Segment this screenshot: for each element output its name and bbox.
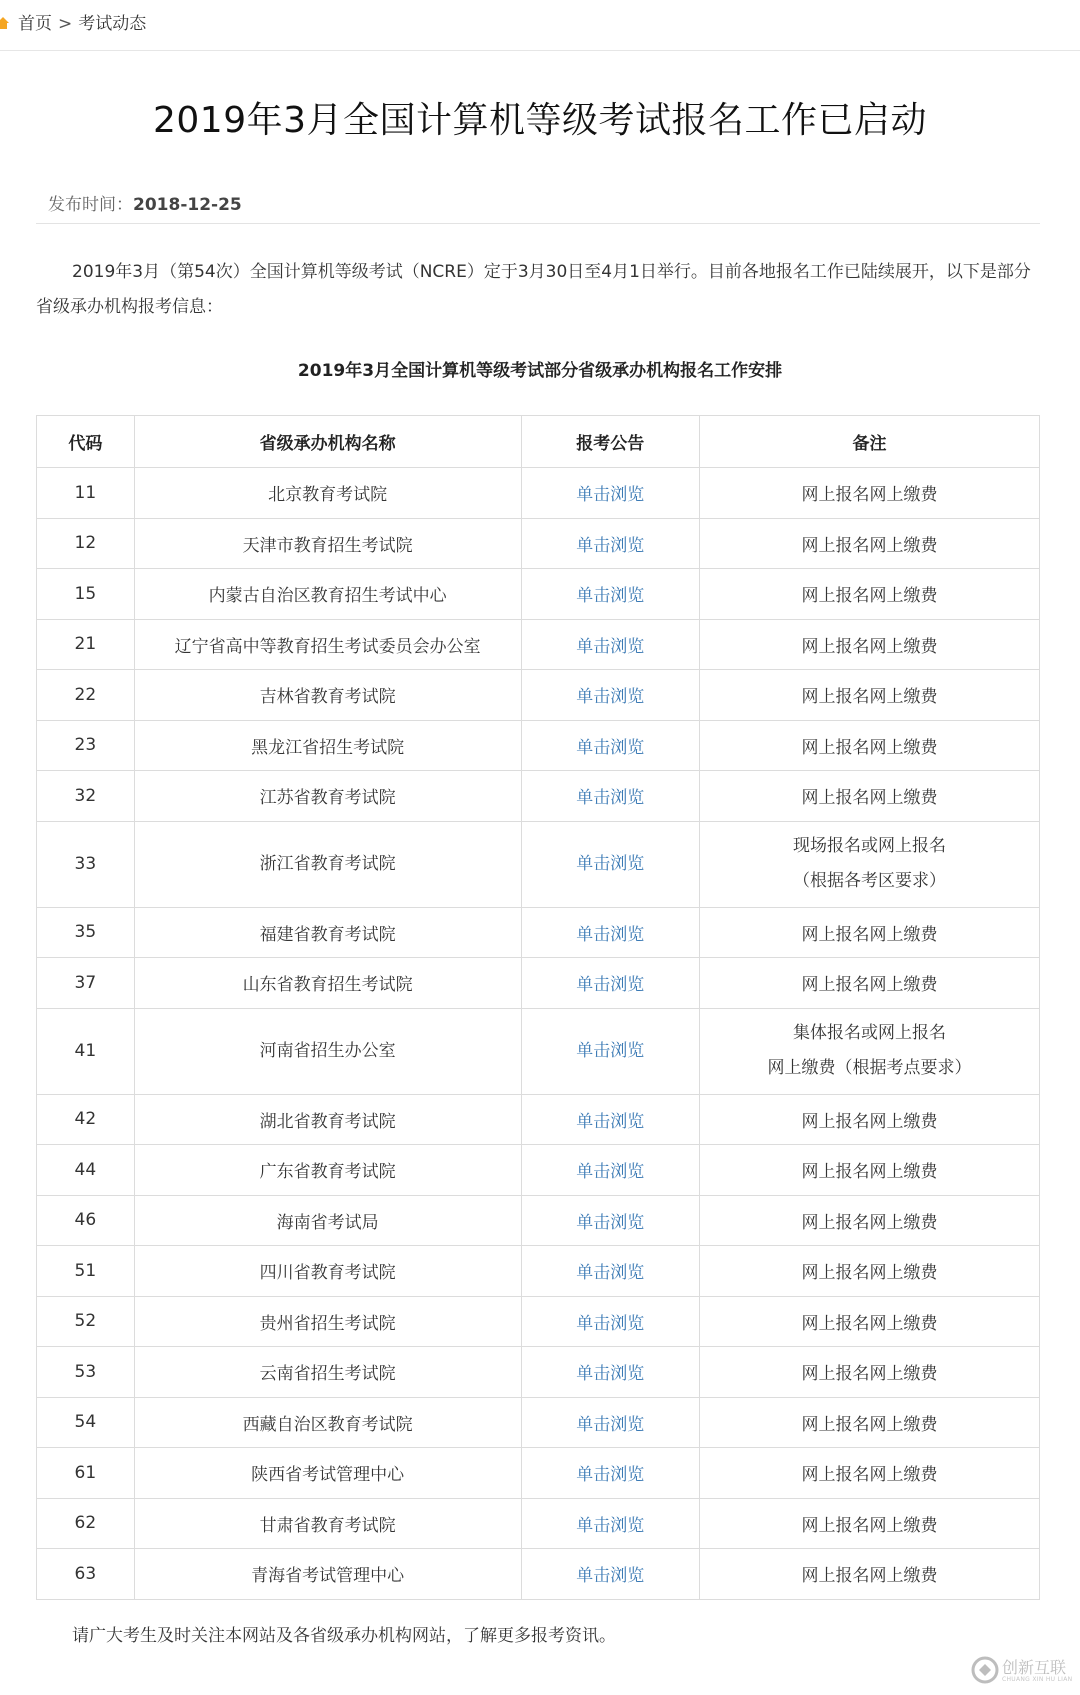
table-row bbox=[37, 720, 1040, 771]
cell-remarks bbox=[700, 1145, 1040, 1196]
publish-label: 发布时间： bbox=[48, 195, 133, 215]
table-row bbox=[37, 1246, 1040, 1297]
cell-institution: 贵州省招生考试院 bbox=[134, 1296, 521, 1347]
cell-code: 33 bbox=[37, 821, 135, 907]
cell-code: 54 bbox=[37, 1397, 135, 1448]
view-notice-link[interactable]: 单击浏览 bbox=[576, 1212, 645, 1233]
table-row bbox=[37, 1498, 1040, 1549]
view-notice-link[interactable]: 单击浏览 bbox=[576, 853, 645, 874]
cell-code: 32 bbox=[37, 771, 135, 822]
cell-remarks bbox=[700, 958, 1040, 1009]
table-row bbox=[37, 619, 1040, 670]
breadcrumb-exam-news-link[interactable]: 考试动态 bbox=[78, 14, 147, 34]
remark-line: 网上报名网上缴费 bbox=[801, 1515, 938, 1536]
cell-notice bbox=[521, 1094, 699, 1145]
table-row bbox=[37, 1397, 1040, 1448]
cell-remarks bbox=[700, 821, 1040, 907]
remark-line: 网上报名网上缴费 bbox=[801, 1364, 938, 1385]
cell-notice bbox=[521, 771, 699, 822]
cell-institution: 云南省招生考试院 bbox=[134, 1347, 521, 1398]
watermark bbox=[968, 1649, 1078, 1691]
header-remarks: 备注 bbox=[700, 416, 1040, 468]
cell-remarks bbox=[700, 1195, 1040, 1246]
cell-code: 15 bbox=[37, 569, 135, 620]
cell-institution: 江苏省教育考试院 bbox=[134, 771, 521, 822]
cell-remarks bbox=[700, 1094, 1040, 1145]
view-notice-link[interactable]: 单击浏览 bbox=[576, 788, 645, 809]
table-row bbox=[37, 821, 1040, 907]
cell-code: 52 bbox=[37, 1296, 135, 1347]
cell-remarks bbox=[700, 518, 1040, 569]
cell-institution: 吉林省教育考试院 bbox=[134, 670, 521, 721]
table-row bbox=[37, 958, 1040, 1009]
remark-line: 现场报名或网上报名 bbox=[793, 836, 946, 856]
view-notice-link[interactable]: 单击浏览 bbox=[576, 1566, 645, 1587]
cell-notice bbox=[521, 569, 699, 620]
watermark-subtext: CHUANG XIN HU LIAN bbox=[1002, 1676, 1073, 1683]
remark-line: 网上缴费（根据考点要求） bbox=[767, 1058, 972, 1078]
home-icon bbox=[0, 16, 10, 30]
view-notice-link[interactable]: 单击浏览 bbox=[576, 687, 645, 708]
view-notice-link[interactable]: 单击浏览 bbox=[576, 535, 645, 556]
cell-code: 44 bbox=[37, 1145, 135, 1196]
cell-institution: 福建省教育考试院 bbox=[134, 907, 521, 958]
cell-code: 35 bbox=[37, 907, 135, 958]
cell-notice bbox=[521, 1448, 699, 1499]
view-notice-link[interactable]: 单击浏览 bbox=[576, 924, 645, 945]
breadcrumb bbox=[0, 0, 1080, 51]
view-notice-link[interactable]: 单击浏览 bbox=[576, 975, 645, 996]
remark-line: 网上报名网上缴费 bbox=[801, 737, 938, 758]
cell-notice bbox=[521, 907, 699, 958]
cell-code: 23 bbox=[37, 720, 135, 771]
cell-remarks bbox=[700, 619, 1040, 670]
cell-notice bbox=[521, 1498, 699, 1549]
cell-remarks bbox=[700, 1347, 1040, 1398]
breadcrumb-home-link[interactable]: 首页 bbox=[18, 14, 52, 34]
table-row bbox=[37, 1448, 1040, 1499]
cell-remarks bbox=[700, 1397, 1040, 1448]
cell-remarks bbox=[700, 1008, 1040, 1094]
remark-line: 网上报名网上缴费 bbox=[801, 1465, 938, 1486]
cell-notice bbox=[521, 1296, 699, 1347]
cell-institution: 河南省招生办公室 bbox=[134, 1008, 521, 1094]
view-notice-link[interactable]: 单击浏览 bbox=[576, 1515, 645, 1536]
cell-institution: 北京教育考试院 bbox=[134, 468, 521, 519]
table-header-row bbox=[37, 416, 1040, 468]
cell-notice bbox=[521, 468, 699, 519]
cell-code: 12 bbox=[37, 518, 135, 569]
cell-notice bbox=[521, 1195, 699, 1246]
watermark-logo-icon bbox=[970, 1655, 1000, 1685]
table-row bbox=[37, 1296, 1040, 1347]
header-institution: 省级承办机构名称 bbox=[134, 416, 521, 468]
view-notice-link[interactable]: 单击浏览 bbox=[576, 1111, 645, 1132]
registration-table bbox=[36, 415, 1040, 1600]
cell-code: 61 bbox=[37, 1448, 135, 1499]
view-notice-link[interactable]: 单击浏览 bbox=[576, 485, 645, 506]
remark-line: 网上报名网上缴费 bbox=[801, 485, 938, 506]
page-title: 2019年3月全国计算机等级考试报名工作已启动 bbox=[152, 100, 928, 141]
view-notice-link[interactable]: 单击浏览 bbox=[576, 1414, 645, 1435]
cell-remarks bbox=[700, 907, 1040, 958]
view-notice-link[interactable]: 单击浏览 bbox=[576, 737, 645, 758]
table-row bbox=[37, 1347, 1040, 1398]
cell-institution: 海南省考试局 bbox=[134, 1195, 521, 1246]
cell-institution: 青海省考试管理中心 bbox=[134, 1549, 521, 1600]
cell-code: 42 bbox=[37, 1094, 135, 1145]
table-title: 2019年3月全国计算机等级考试部分省级承办机构报名工作安排 bbox=[297, 361, 783, 381]
breadcrumb-separator: > bbox=[58, 14, 73, 34]
cell-code: 21 bbox=[37, 619, 135, 670]
meta-divider bbox=[36, 223, 1040, 224]
cell-notice bbox=[521, 1145, 699, 1196]
remark-line: （根据各考区要求） bbox=[793, 871, 946, 891]
remark-line: 网上报名网上缴费 bbox=[801, 1111, 938, 1132]
remark-line: 网上报名网上缴费 bbox=[801, 1212, 938, 1233]
cell-notice bbox=[521, 619, 699, 670]
cell-institution: 内蒙古自治区教育招生考试中心 bbox=[134, 569, 521, 620]
cell-institution: 甘肃省教育考试院 bbox=[134, 1498, 521, 1549]
cell-remarks bbox=[700, 1549, 1040, 1600]
table-row bbox=[37, 1549, 1040, 1600]
cell-remarks bbox=[700, 1498, 1040, 1549]
table-row bbox=[37, 518, 1040, 569]
remark-line: 网上报名网上缴费 bbox=[801, 687, 938, 708]
view-notice-link[interactable]: 单击浏览 bbox=[576, 1313, 645, 1334]
remark-line: 网上报名网上缴费 bbox=[801, 636, 938, 657]
remark-line: 网上报名网上缴费 bbox=[801, 788, 938, 809]
cell-remarks bbox=[700, 670, 1040, 721]
cell-institution: 浙江省教育考试院 bbox=[134, 821, 521, 907]
table-row bbox=[37, 569, 1040, 620]
table-row bbox=[37, 771, 1040, 822]
cell-institution: 广东省教育考试院 bbox=[134, 1145, 521, 1196]
table-row bbox=[37, 468, 1040, 519]
cell-notice bbox=[521, 1549, 699, 1600]
cell-remarks bbox=[700, 1296, 1040, 1347]
remark-line: 网上报名网上缴费 bbox=[801, 1313, 938, 1334]
remark-line: 网上报名网上缴费 bbox=[801, 1162, 938, 1183]
cell-notice bbox=[521, 1347, 699, 1398]
cell-notice bbox=[521, 1008, 699, 1094]
header-notice: 报考公告 bbox=[521, 416, 699, 468]
cell-notice bbox=[521, 720, 699, 771]
remark-line: 网上报名网上缴费 bbox=[801, 1566, 938, 1587]
view-notice-link[interactable]: 单击浏览 bbox=[576, 636, 645, 657]
cell-institution: 天津市教育招生考试院 bbox=[134, 518, 521, 569]
cell-notice bbox=[521, 670, 699, 721]
cell-remarks bbox=[700, 468, 1040, 519]
intro-paragraph: 2019年3月（第54次）全国计算机等级考试（NCRE）定于3月30日至4月1日举行。目前各地报名工作已陆续展开，以下是部分省级承办机构报考信息： bbox=[36, 262, 1031, 317]
cell-code: 41 bbox=[37, 1008, 135, 1094]
cell-institution: 辽宁省高中等教育招生考试委员会办公室 bbox=[134, 619, 521, 670]
remark-line: 网上报名网上缴费 bbox=[801, 535, 938, 556]
cell-remarks bbox=[700, 771, 1040, 822]
cell-notice bbox=[521, 1397, 699, 1448]
watermark-text: 创新互联 bbox=[1002, 1658, 1067, 1677]
cell-code: 37 bbox=[37, 958, 135, 1009]
view-notice-link[interactable]: 单击浏览 bbox=[576, 1263, 645, 1284]
cell-code: 46 bbox=[37, 1195, 135, 1246]
remark-line: 网上报名网上缴费 bbox=[801, 924, 938, 945]
table-row bbox=[37, 1195, 1040, 1246]
table-row bbox=[37, 1008, 1040, 1094]
table-row bbox=[37, 907, 1040, 958]
cell-notice bbox=[521, 821, 699, 907]
cell-institution: 陕西省考试管理中心 bbox=[134, 1448, 521, 1499]
table-row bbox=[37, 1094, 1040, 1145]
remark-line: 网上报名网上缴费 bbox=[801, 586, 938, 607]
cell-code: 11 bbox=[37, 468, 135, 519]
table-body bbox=[37, 468, 1040, 1600]
cell-institution: 山东省教育招生考试院 bbox=[134, 958, 521, 1009]
cell-remarks bbox=[700, 569, 1040, 620]
cell-remarks bbox=[700, 1246, 1040, 1297]
cell-notice bbox=[521, 518, 699, 569]
cell-code: 63 bbox=[37, 1549, 135, 1600]
cell-remarks bbox=[700, 720, 1040, 771]
cell-institution: 四川省教育考试院 bbox=[134, 1246, 521, 1297]
cell-code: 62 bbox=[37, 1498, 135, 1549]
view-notice-link[interactable]: 单击浏览 bbox=[576, 1040, 645, 1061]
cell-institution: 湖北省教育考试院 bbox=[134, 1094, 521, 1145]
cell-code: 51 bbox=[37, 1246, 135, 1297]
header-code: 代码 bbox=[37, 416, 135, 468]
remark-line: 网上报名网上缴费 bbox=[801, 1263, 938, 1284]
table-row bbox=[37, 1145, 1040, 1196]
remark-line: 网上报名网上缴费 bbox=[801, 975, 938, 996]
view-notice-link[interactable]: 单击浏览 bbox=[576, 586, 645, 607]
cell-code: 22 bbox=[37, 670, 135, 721]
cell-notice bbox=[521, 1246, 699, 1297]
table-row bbox=[37, 670, 1040, 721]
publish-meta bbox=[48, 190, 242, 215]
remark-line: 集体报名或网上报名 bbox=[793, 1023, 946, 1043]
cell-institution: 西藏自治区教育考试院 bbox=[134, 1397, 521, 1448]
cell-code: 53 bbox=[37, 1347, 135, 1398]
view-notice-link[interactable]: 单击浏览 bbox=[576, 1162, 645, 1183]
view-notice-link[interactable]: 单击浏览 bbox=[576, 1465, 645, 1486]
cell-notice bbox=[521, 958, 699, 1009]
view-notice-link[interactable]: 单击浏览 bbox=[576, 1364, 645, 1385]
cell-remarks bbox=[700, 1448, 1040, 1499]
publish-date: 2018-12-25 bbox=[133, 195, 242, 215]
remark-line: 网上报名网上缴费 bbox=[801, 1414, 938, 1435]
footer-note: 请广大考生及时关注本网站及各省级承办机构网站，了解更多报考资讯。 bbox=[72, 1626, 616, 1646]
cell-institution: 黑龙江省招生考试院 bbox=[134, 720, 521, 771]
